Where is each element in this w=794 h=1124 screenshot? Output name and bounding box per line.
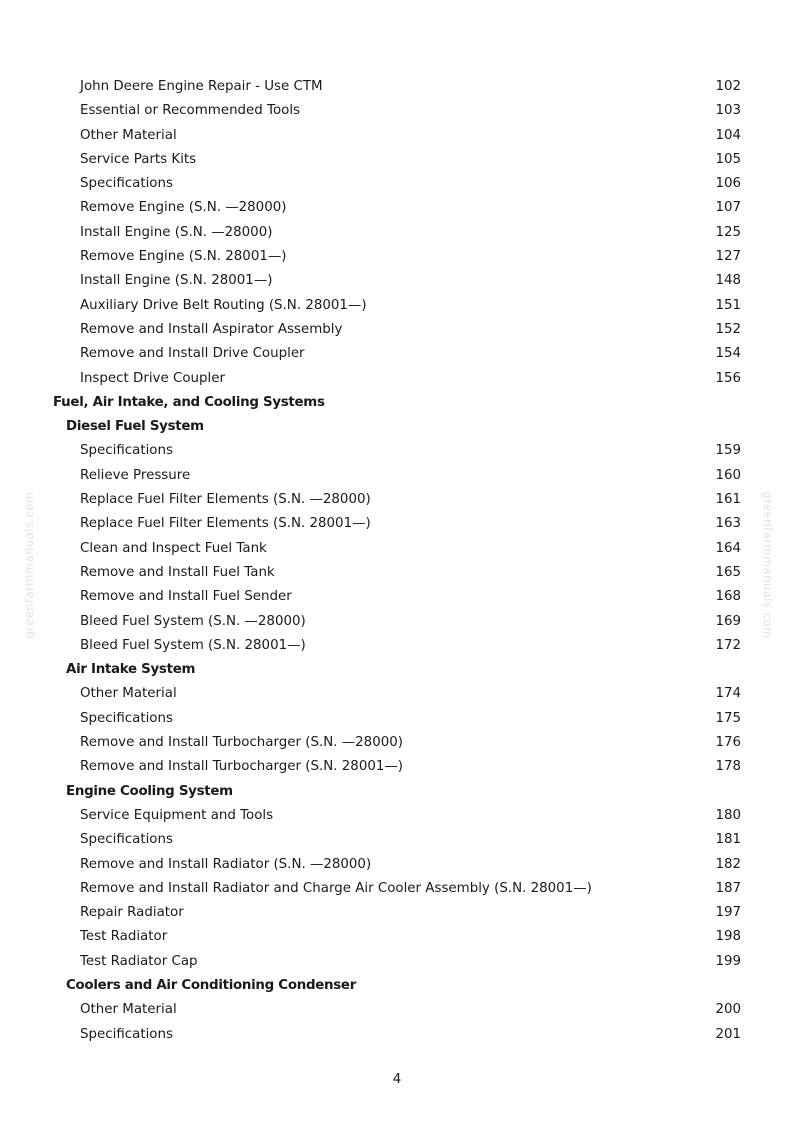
toc-entry-page: 175 [715,710,741,726]
toc-entry[interactable] [0,877,794,901]
watermark-right: greenfarmmanuals.com [761,491,775,639]
toc-entry-title: Service Equipment and Tools [80,807,274,823]
toc-entry[interactable] [0,488,794,512]
toc-entry-title: Remove Engine (S.N. 28001—) [80,249,287,265]
toc-entry-title: Specifications [80,443,173,459]
toc-entry-title: Fuel, Air Intake, and Cooling Systems [53,394,325,410]
toc-entry[interactable] [0,925,794,949]
toc-entry-title: Test Radiator [80,929,168,945]
toc-entry[interactable] [0,682,794,706]
toc-entry-page: 106 [715,176,741,192]
toc-entry[interactable] [0,901,794,925]
toc-entry-page: 178 [715,759,741,775]
toc-entry-title: Air Intake System [66,662,196,678]
toc-entry-title: Repair Radiator [80,905,184,921]
toc-entry-page: 169 [715,613,741,629]
toc-entry[interactable] [0,537,794,561]
toc-entry-title: Coolers and Air Conditioning Condenser [66,977,357,993]
toc-entry-page: 107 [715,200,741,216]
toc-entry-title: Remove and Install Radiator and Charge Air Cooler Assembly (S.N. 28001—) [80,880,592,896]
toc-section-heading[interactable] [0,658,794,682]
toc-entry[interactable] [0,99,794,123]
toc-entry-page: 200 [715,1002,741,1018]
toc-entry[interactable] [0,755,794,779]
toc-entry-title: Other Material [80,127,177,143]
toc-entry-page: 163 [715,516,741,532]
toc-entry-page: 187 [715,880,741,896]
toc-entry-page: 151 [715,297,741,313]
toc-entry[interactable] [0,1023,794,1047]
toc-entry-page: 104 [715,127,741,143]
toc-entry-title: Remove and Install Drive Coupler [80,346,305,362]
toc-entry-page: 181 [715,832,741,848]
toc-entry[interactable] [0,245,794,269]
toc-entry[interactable] [0,294,794,318]
toc-entry-page: 172 [715,637,741,653]
toc-entry-title: Engine Cooling System [66,783,233,799]
toc-entry[interactable] [0,634,794,658]
toc-entry-page: 165 [715,564,741,580]
toc-entry[interactable] [0,196,794,220]
toc-entry-title: Remove and Install Fuel Sender [80,589,292,605]
toc-entry-page: 168 [715,589,741,605]
toc-entry-title: Install Engine (S.N. —28000) [80,224,273,240]
toc-entry-title: Service Parts Kits [80,151,197,167]
table-of-contents [0,75,794,1047]
toc-entry-page: 161 [715,492,741,508]
toc-entry-title: Remove and Install Turbocharger (S.N. 28001—) [80,759,403,775]
toc-entry-page: 103 [715,103,741,119]
toc-entry-title: Replace Fuel Filter Elements (S.N. 28001—) [80,516,371,532]
toc-entry-page: 160 [715,467,741,483]
toc-section-heading[interactable] [0,415,794,439]
toc-entry-page: 125 [715,224,741,240]
toc-entry-page: 148 [715,273,741,289]
toc-entry[interactable] [0,269,794,293]
toc-entry-title: Relieve Pressure [80,467,191,483]
toc-entry[interactable] [0,124,794,148]
toc-section-heading[interactable] [0,780,794,804]
toc-section-heading[interactable] [0,391,794,415]
toc-entry-title: Specifications [80,1026,173,1042]
toc-entry-page: 102 [715,79,741,94]
toc-entry[interactable] [0,439,794,463]
toc-entry[interactable] [0,221,794,245]
toc-entry-title: Specifications [80,710,173,726]
toc-entry-page: 198 [715,929,741,945]
toc-entry-title: Inspect Drive Coupler [80,370,225,386]
toc-entry[interactable] [0,75,794,99]
toc-entry-page: 199 [715,953,741,969]
toc-entry-page: 176 [715,735,741,751]
toc-entry[interactable] [0,318,794,342]
toc-entry-title: Install Engine (S.N. 28001—) [80,273,273,289]
toc-entry-page: 197 [715,905,741,921]
toc-entry-title: John Deere Engine Repair - Use CTM [80,79,323,94]
toc-entry-title: Remove and Install Fuel Tank [80,564,275,580]
toc-entry[interactable] [0,512,794,536]
toc-entry-page: 182 [715,856,741,872]
toc-entry-title: Other Material [80,1002,177,1018]
toc-entry-title: Remove Engine (S.N. —28000) [80,200,287,216]
page-number: 4 [392,1072,402,1087]
toc-entry-title: Diesel Fuel System [66,419,204,435]
toc-entry-title: Specifications [80,832,173,848]
toc-entry-page: 152 [715,321,741,337]
toc-entry-title: Specifications [80,176,173,192]
toc-entry-page: 105 [715,151,741,167]
toc-entry-title: Bleed Fuel System (S.N. 28001—) [80,637,306,653]
toc-entry[interactable] [0,585,794,609]
toc-entry-page: 156 [715,370,741,386]
toc-entry-title: Essential or Recommended Tools [80,103,301,119]
toc-entry-page: 201 [715,1026,741,1042]
toc-entry-page: 159 [715,443,741,459]
toc-entry[interactable] [0,707,794,731]
toc-entry[interactable] [0,342,794,366]
toc-entry[interactable] [0,148,794,172]
toc-entry-title: Bleed Fuel System (S.N. —28000) [80,613,306,629]
toc-entry-title: Replace Fuel Filter Elements (S.N. —28000) [80,492,371,508]
toc-entry-page: 154 [715,346,741,362]
toc-entry[interactable] [0,172,794,196]
toc-entry[interactable] [0,731,794,755]
toc-entry-title: Test Radiator Cap [80,953,198,969]
toc-entry[interactable] [0,950,794,974]
toc-entry-title: Clean and Inspect Fuel Tank [80,540,267,556]
toc-entry[interactable] [0,367,794,391]
toc-entry-title: Remove and Install Turbocharger (S.N. —28000) [80,735,403,751]
toc-entry[interactable] [0,561,794,585]
watermark-left: greenfarmmanuals.com [22,491,36,639]
toc-entry-page: 180 [715,807,741,823]
toc-entry-title: Remove and Install Radiator (S.N. —28000) [80,856,372,872]
toc-entry[interactable] [0,998,794,1022]
toc-entry-title: Other Material [80,686,177,702]
toc-section-heading[interactable] [0,974,794,998]
toc-entry-title: Remove and Install Aspirator Assembly [80,321,343,337]
toc-entry[interactable] [0,853,794,877]
toc-entry-page: 127 [715,249,741,265]
toc-entry-title: Auxiliary Drive Belt Routing (S.N. 28001—) [80,297,367,313]
toc-entry[interactable] [0,464,794,488]
toc-entry-page: 174 [715,686,741,702]
toc-entry[interactable] [0,828,794,852]
toc-entry[interactable] [0,804,794,828]
toc-entry-page: 164 [715,540,741,556]
toc-entry[interactable] [0,610,794,634]
